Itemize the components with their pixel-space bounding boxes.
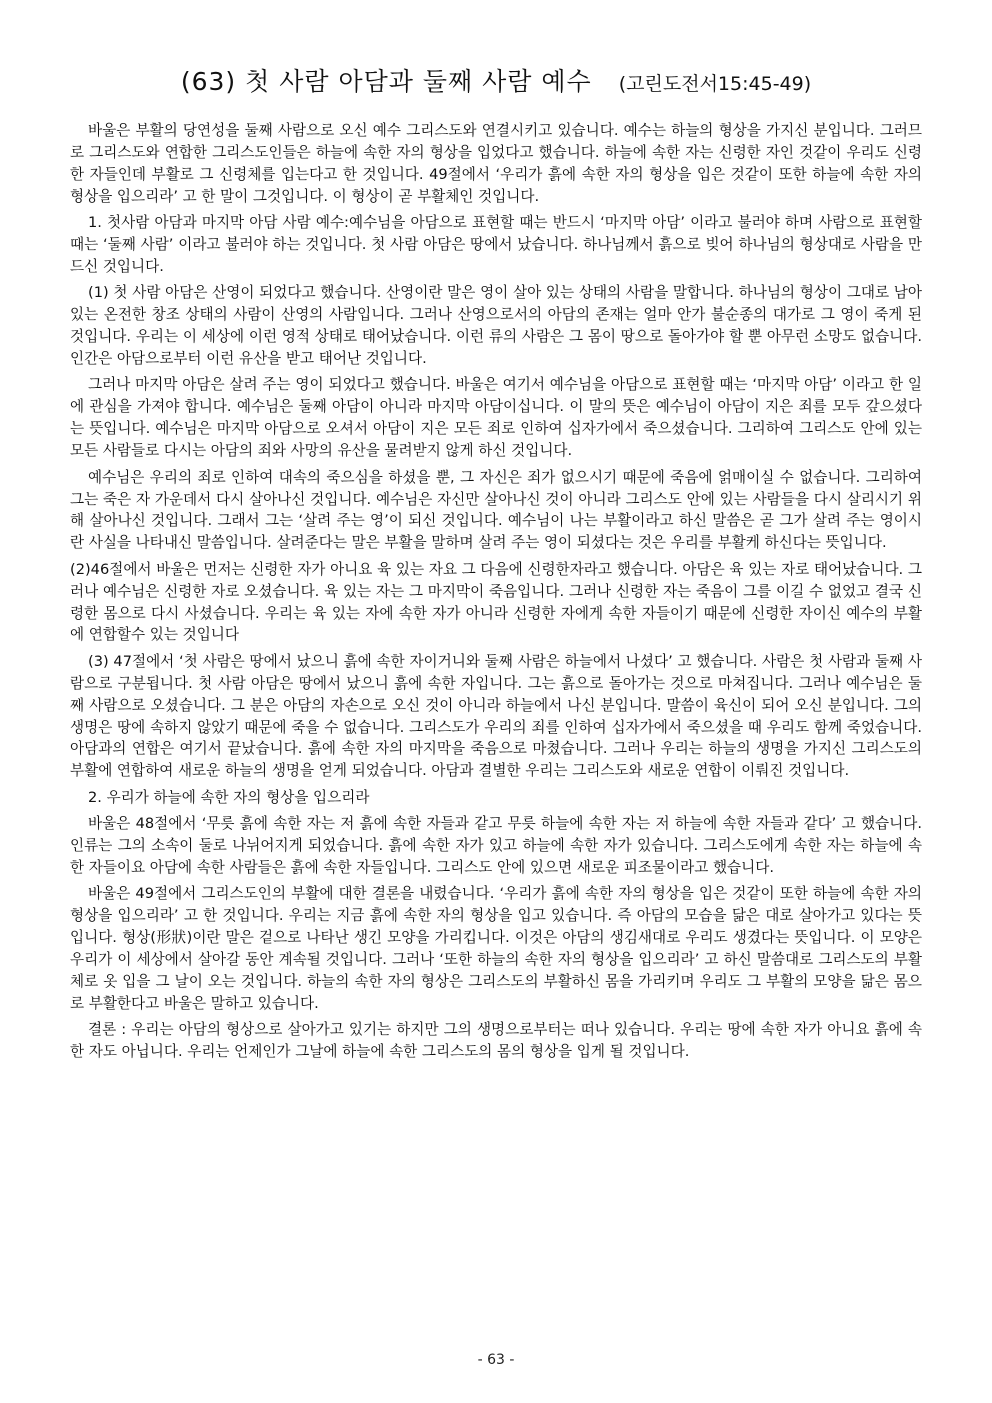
paragraph-conclusion: 결론 : 우리는 아담의 형상으로 살아가고 있기는 하지만 그의 생명으로부터는 떠나 있습니다. 우리는 땅에 속한 자가 아니요 흙에 속한 자도 아닙니다. 우리는 언제인가 그날에 하늘에 속한 그리스도의 몸의 형상을 입게 될 것입니다. <box>70 1021 922 1061</box>
paragraph-point-3: (3) 47절에서 ‘첫 사람은 땅에서 났으니 흙에 속한 자이거니와 둘째 사람은 하늘에서 나셨다’ 고 했습니다. 사람은 첫 사람과 둘째 사람으로 구분됩니다. 첫 사람 아담은 땅에서 났으니 흙에 속한 자입니다. 그는 흙으로 돌아가는 것으로 마쳐집니다. 그러나 예수님은 둘째 사람으로 오셨습니다. 그 분은 아담의 자손으로 오신 것이 아니라 하늘에서 나신 분입니다. 말씀이 육신이 되어 오신 분입니다. 그의 생명은 땅에 속하지 않았기 때문에 죽을 수 없습니다. 그리스도가 우리의 죄를 인하여 십자가에서 죽으셨을 때 우리도 함께 죽었습니다. 아담과의 연합은 여기서 끝났습니다. 흙에 속한 자의 마지막을 죽음으로 마쳤습니다. 그러나 우리는 하늘의 생명을 가지신 그리스도의 부활에 연합하여 새로운 하늘의 생명을 얻게 되었습니다. 아담과 결별한 우리는 그리스도와 새로운 연합이 이뤄진 것입니다. <box>70 652 922 780</box>
document-page <box>70 62 922 1068</box>
section-2-heading: 2. 우리가 하늘에 속한 자의 형상을 입으리라 <box>88 788 370 806</box>
paragraph-point-1: (1) 첫 사람 아담은 산영이 되었다고 했습니다. 산영이란 말은 영이 살아 있는 상태의 사람을 말합니다. 하나님의 형상이 그대로 남아 있는 온전한 창조 상태의 사람이 산영의 사람입니다. 그러나 산영으로서의 아담의 존재는 얼마 안가 불순종의 대가로 그 영이 죽게 된 것입니다. 우리는 이 세상에 이런 영적 상태로 태어났습니다. 이런 류의 사람은 그 몸이 땅으로 돌아가야 할 뿐 아무런 소망도 없습니다. 인간은 아담으로부터 이런 유산을 받고 태어난 것입니다. <box>70 284 922 368</box>
paragraph-verse-48: 바울은 48절에서 ‘무릇 흙에 속한 자는 저 흙에 속한 자들과 같고 무릇 하늘에 속한 자는 저 하늘에 속한 자들과 같다’ 고 했습니다. 인류는 그의 소속이 둘로 나뉘어지게 되었습니다. 흙에 속한 자가 있고 하늘에 속한 자가 있습니다. 그리스도에게 속한 자는 하늘에 속한 자들이요 아담에 속한 사람들은 흙에 속한 자들입니다. 그리스도 안에 있으면 새로운 피조물이라고 했습니다. <box>70 815 922 876</box>
paragraph-intro: 바울은 부활의 당연성을 둘째 사람으로 오신 예수 그리스도와 연결시키고 있습니다. 예수는 하늘의 형상을 가지신 분입니다. 그러므로 그리스도와 연합한 그리스도인들은 하늘에 속한 자의 형상을 입었다고 했습니다. 하늘에 속한 자는 신령한 자인 것같이 우리도 신령한 자들인데 부활로 그 신령체를 입는다고 한 것입니다. 49절에서 ‘우리가 흙에 속한 자의 형상을 입은 것같이 또한 하늘에 속한 자의 형상을 입으리라’ 고 한 말이 그것입니다. 이 형상이 곧 부활체인 것입니다. <box>70 122 922 205</box>
paragraph-point-2: (2)46절에서 바울은 먼저는 신령한 자가 아니요 육 있는 자요 그 다음에 신령한자라고 했습니다. 아담은 육 있는 자로 태어났습니다. 그러나 예수님은 신령한 자로 오셨습니다. 육 있는 자는 그 마지막이 죽음입니다. 그러나 신령한 자는 죽음이 그를 이길 수 없었고 결국 신령한 몸으로 다시 사셨습니다. 우리는 육 있는 자에 속한 자가 아니라 신령한 자에게 속한 자들이기 때문에 신령한 자이신 예수의 부활에 연합할수 있는 것입니다 <box>70 560 922 644</box>
paragraph-last-adam: 그러나 마지막 아담은 살려 주는 영이 되었다고 했습니다. 바울은 여기서 예수님을 아담으로 표현할 때는 ‘마지막 아담’ 이라고 한 일에 관심을 가져야 합니다. 예수님은 둘째 아담이 아니라 마지막 아담이십니다. 이 말의 뜻은 예수님이 아담이 지은 죄를 모두 갚으셨다는 뜻입니다. 예수님은 마지막 아담으로 오셔서 아담이 지은 모든 죄로 인하여 십자가에서 죽으셨습니다. 그리하여 그리스도 안에 있는 모든 사람들로 다시는 아담의 죄와 사망의 유산을 물려받지 않게 하신 것입니다. <box>70 376 922 460</box>
title-main: (63) 첫 사람 아담과 둘째 사람 예수 <box>180 67 592 96</box>
paragraph-verse-49: 바울은 49절에서 그리스도인의 부활에 대한 결론을 내렸습니다. ‘우리가 흙에 속한 자의 형상을 입은 것같이 또한 하늘에 속한 자의 형상을 입으리라’ 고 한 것입니다. 우리는 지금 흙에 속한 자의 형상을 입고 있습니다. 즉 아담의 모습을 닮은 대로 살아가고 있다는 뜻입니다. 형상(形狀)이란 말은 겉으로 나타난 생긴 모양을 가리킵니다. 이것은 아담의 생김새대로 우리도 생겼다는 뜻입니다. 이 모양은 우리가 이 세상에서 살아갈 동안 계속될 것입니다. 그러나 ‘또한 하늘의 속한 자의 형상을 입으리라’ 고 하신 말씀대로 그리스도의 부활체로 옷 입을 그 날이 오는 것입니다. 하늘의 속한 자의 형상은 그리스도의 부활하신 몸을 가리키며 우리도 그 부활의 모양을 닮은 몸으로 부활한다고 바울은 말하고 있습니다. <box>70 885 922 1012</box>
page-number: - 63 - <box>477 1352 515 1368</box>
paragraph-life-giving-spirit: 예수님은 우리의 죄로 인하여 대속의 죽으심을 하셨을 뿐, 그 자신은 죄가 없으시기 때문에 죽음에 얽매이실 수 없습니다. 그리하여 그는 죽은 자 가운데서 다시 살아나신 것입니다. 예수님은 자신만 살아나신 것이 아니라 그리스도 안에 있는 사람들을 다시 살리시기 위해 살아나신 것입니다. 그래서 그는 ‘살려 주는 영’이 되신 것입니다. 예수님이 나는 부활이라고 하신 말씀은 곧 그가 살려 주는 영이시란 사실을 나타내신 말씀입니다. 살려준다는 말은 부활을 말하며 살려 주는 영이 되셨다는 것은 우리를 부활케 하신다는 뜻입니다. <box>70 468 922 552</box>
title-scripture-reference: (고린도전서15:45-49) <box>618 73 812 95</box>
paragraph-section-1-heading: 1. 첫사람 아담과 마지막 아담 사람 예수:예수님을 아담으로 표현할 때는 반드시 ‘마지막 아담’ 이라고 불러야 하며 사람으로 표현할 때는 ‘둘째 사람’ 이라고 불러야 하는 것입니다. 첫 사람 아담은 땅에서 났습니다. 하나님께서 흙으로 빚어 하나님의 형상대로 사람을 만드신 것입니다. <box>70 214 922 275</box>
document-title <box>70 62 922 98</box>
